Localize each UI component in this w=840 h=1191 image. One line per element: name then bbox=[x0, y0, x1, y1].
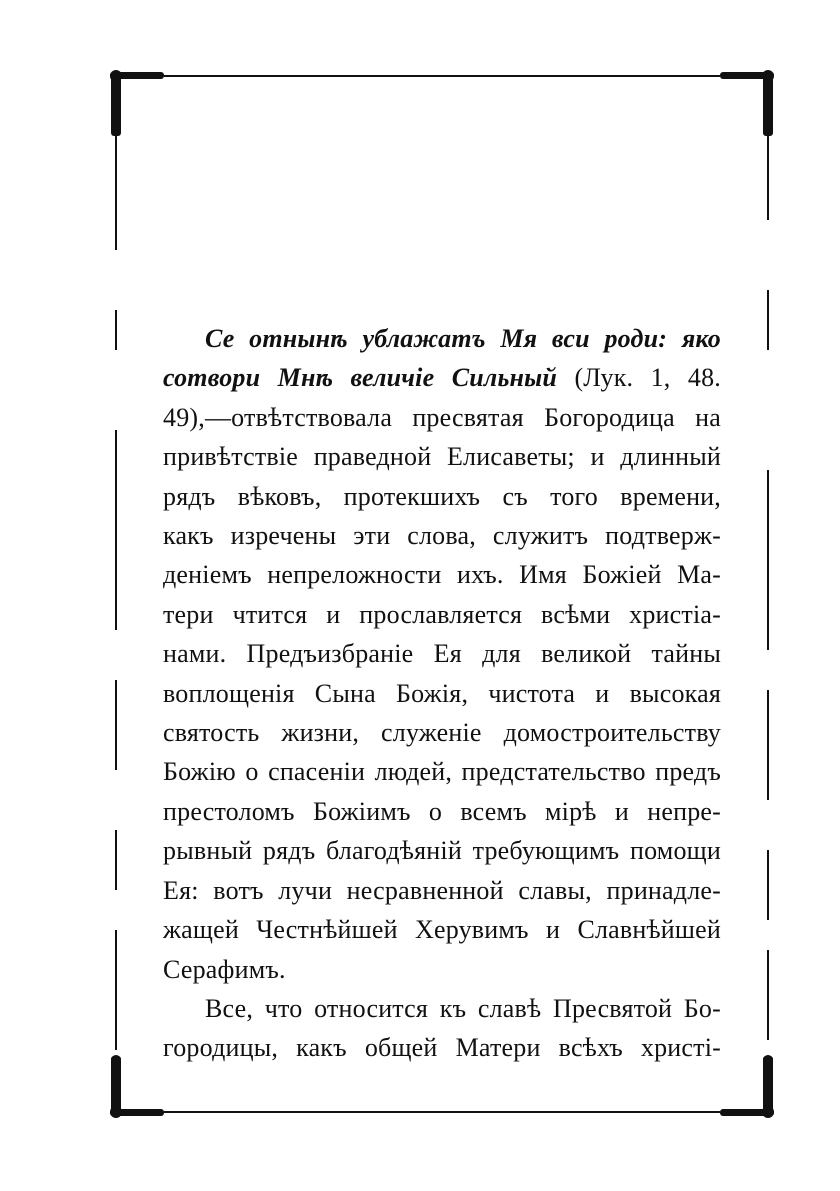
text-line: какъ изречены эти слова, служитъ подтверж- bbox=[163, 521, 721, 551]
text-line: нами. Предъизбраніе Ея для великой тайны bbox=[163, 639, 721, 669]
text-line: Все, что относится къ славѣ Пресвятой Бо- bbox=[205, 993, 721, 1023]
corner-ornament-top-left bbox=[110, 70, 164, 136]
text-line: Се отнынѣ ублажатъ Мя вси роди: яко bbox=[205, 324, 721, 353]
text-line: рядъ вѣковъ, протекшихъ съ того времени, bbox=[163, 481, 721, 511]
page-text bbox=[163, 319, 721, 1068]
text-line: тери чтится и прославляется всѣми христіа- bbox=[163, 599, 721, 629]
text-line: воплощенія Сына Божія, чистота и высокая bbox=[163, 678, 721, 708]
text-line: святость жизни, служеніе домостроительству bbox=[163, 718, 721, 748]
text-line: Ея: вотъ лучи несравненной славы, принадле- bbox=[163, 875, 721, 905]
paragraph-1 bbox=[163, 319, 721, 989]
text-line: Серафимъ. bbox=[163, 954, 286, 984]
corner-ornament-bottom-left bbox=[110, 1055, 164, 1118]
text-line: городицы, какъ общей Матери всѣхъ христі- bbox=[163, 1033, 721, 1063]
paragraph-2 bbox=[163, 989, 721, 1068]
text-line: престоломъ Божіимъ о всемъ мірѣ и непре- bbox=[163, 796, 721, 826]
text-line: 49),—отвѣтствовала пресвятая Богородица на bbox=[163, 402, 721, 432]
text-line: Божію о спасеніи людей, предстательство предъ bbox=[163, 757, 721, 787]
text-line: рывный рядъ благодѣяній требующимъ помощи bbox=[163, 836, 721, 866]
text-line: жащей Честнѣйшей Херувимъ и Славнѣйшей bbox=[163, 915, 721, 945]
corner-ornament-top-right bbox=[720, 70, 774, 136]
text-line: сотвори Мнѣ величіе Сильный (Лук. 1, 48. bbox=[163, 363, 721, 393]
text-line: привѣтствіе праведной Елисаветы; и длинный bbox=[163, 442, 721, 472]
corner-ornament-bottom-right bbox=[720, 1055, 774, 1118]
text-line: деніемъ непреложности ихъ. Имя Божіей Ма- bbox=[163, 560, 721, 590]
